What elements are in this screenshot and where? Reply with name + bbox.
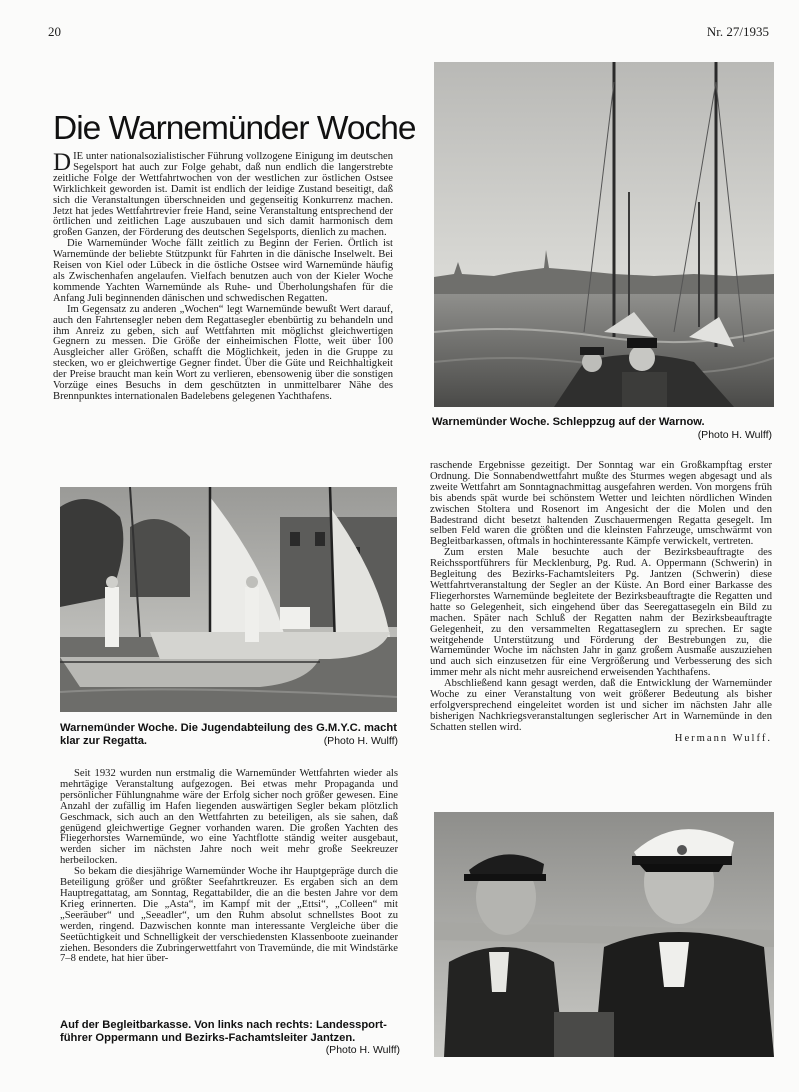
paragraph: Die Warnemünder Woche fällt zeitlich zu Beginn der Ferien. Örtlich ist Warnemünde der beliebte Stützpunkt für Fahrten in die dänische Inselwelt. Bei Reisen von Kiel oder Lübeck in die östliche Ostsee wird Warnemünde häufig als Zwischenhafen angelaufen. Vielfach benutzen auch von der Kieler Woche kommende Yachten Warnemünde als Ruhe- und Überholungshafen für die Anfang Juli beginnenden dänischen und schwedischen Regatten. xyxy=(53,238,393,304)
paragraph: Zum ersten Male besuchte auch der Bezirksbeauftragte des Reichssportführers für Mecklenburg, Pg. Rud. A. Oppermann (Schwerin) in Begleitung des Bezirks-Fachamtsleiters Pg. Jantzen (Schwerin) diese Wettfahrtveranstaltung der Segler an der Küste. An Bord einer Barkasse des Fliegerhorstes Warnemünde begleitete der Bezirksbeauftragte die Regatten und hatte so Gelegenheit, sich eingehend über das Seeregattasegeln ein Bild zu machen. Später nach Schluß der Regatten nahm der Bezirksbeauftragte Gelegenheit, zu den versammelten Regattaseglern zu sprechen. Er sagte weitgehende Unterstützung und Förderung der Bestrebungen zu, die Warnemünder Woche im nächsten Jahr in ganz großem Ausmaße auszuziehen und auch sich einzusetzen für eine Vergrößerung und Verbesserung des sich immer mehr als nicht mehr ausreichend erweisenden Yachthafens. xyxy=(430,547,772,679)
paragraph: So bekam die diesjährige Warnemünder Woche ihr Hauptgepräge durch die Beteiligung größer und größter Seefahrtkreuzer. Es ergaben sich an dem Hauptregattatag, am Sonntag, Regattabilder, die an die besten Jahre vor dem Krieg erinnerten. Die „Asta“, im Kampf mit der „Ettsi“, „Colleen“ mit „Seeräuber“ und „Seeadler“, um den Ruhm absolut schnellstes Boot zu werden, ringend. Dazwischen konnte man interessante Vergleiche über die Seetüchtigkeit und Schnelligkeit der verschiedensten Klassenboote zueinander ziehen. Besonders die Zubringerwettfahrt von Travemünde, die mit Windstärke 7–8 endete, hat hier über- xyxy=(60,866,398,965)
photo-schleppzug xyxy=(434,62,774,407)
caption-line-1: Auf der Begleitbarkasse. Von links nach rechts: Landessport- xyxy=(60,1019,387,1031)
caption-title: Warnemünder Woche. Schleppzug auf der Warnow. xyxy=(432,416,705,428)
caption-photo-2 xyxy=(60,722,398,747)
article-column-left-top xyxy=(53,149,393,403)
paragraph: Abschließend kann gesagt werden, daß die Entwicklung der Warnemünder Woche zu einer Veranstaltung von weit größerer Bedeutung als bisher erfolgversprechend eingeleitet worden ist und sicher im nächsten Jahr alle bisherigen Nachkriegsveranstaltungen seglerischer Art in Warnemünde in den Schatten stellen wird. xyxy=(430,678,772,733)
caption-photo-3 xyxy=(60,1019,400,1057)
article-column-left-bottom xyxy=(60,769,398,965)
drop-cap: D xyxy=(53,149,72,176)
paragraph: raschende Ergebnisse gezeitigt. Der Sonntag war ein Großkampftag erster Ordnung. Die Sonnabendwettfahrt mußte des Sturmes wegen abgesagt und als zweite Wettfahrt am Sonntagnachmittag ausgefahren werden. Von morgens früh bis abends spät wurde bei schönstem Wetter und leichten nördlichen Winden zwischen Stoltera und Rosenort im Angesicht der die Molen und den Badestrand dicht besetzt haltenden Zuschauermengen Regatta gesegelt. Im selben Feld waren die größten und die kleinsten Fahrzeuge, umschwärmt von Begleitbarkassen, oftmals in hochinteressante Kämpfe verwickelt, vertreten. xyxy=(430,460,772,548)
caption-line-2: führer Oppermann und Bezirks-Fachamtsleiter Jantzen. xyxy=(60,1031,356,1044)
photo-jugendabteilung xyxy=(60,487,397,712)
photo-credit: (Photo H. Wulff) xyxy=(323,734,398,747)
paragraph: Im Gegensatz zu anderen „Wochen“ legt Warnemünde bewußt Wert darauf, auch den Fahrtensegler neben dem Regattasegler ebenbürtig zu behandeln und ihm Anreiz zu geben, sich auf Wettfahrten mit möglichst gleichwertigen Gegnern zu messen. Die Größe der einheimischen Flotte, weit über 100 Ausgleicher aller Größen, schafft die Möglichkeit, jeden in die Gruppe zu stecken, wo er gleichwertige Gegner findet. Über die Güte und Reichhaltigkeit der Preise braucht man kein Wort zu verlieren, ebensowenig über die sonstigen Vorzüge eines Besuchs in dem geschützten in unmittelbarer Nähe des Brennpunktes internationalen Badelebens gelegenen Yachthafens. xyxy=(53,303,393,402)
issue-number: Nr. 27/1935 xyxy=(706,24,769,39)
paragraph: DIE unter nationalsozialistischer Führung vollzogene Einigung im deutschen Segelsport hat auch zur Folge gehabt, daß nun endlich die langerstrebte zeitliche Folge der Wettfahrtwochen von der westlichen zur östlichen Ostsee Wirklichkeit geworden ist. Damit ist endlich der leidige Zustand beseitigt, daß sich die Veranstaltungen überschneiden und gegenseitig Konkurrenz machen. Jetzt hat jedes Wettfahrtrevier freie Hand, seine Veranstaltung entsprechend der örtlichen und zeitlichen Lage auszubauen und sich damit harmonisch dem großen Ganzen, der Förderung des deutschen Segelsports, dienlich zu machen. xyxy=(53,149,393,239)
page-number: 20 xyxy=(48,24,61,39)
photo-credit: (Photo H. Wulff) xyxy=(697,428,772,441)
photo-begleitbarkasse xyxy=(434,812,774,1057)
author-signature: Hermann Wulff. xyxy=(674,732,772,744)
caption-line-1: Warnemünder Woche. Die Jugendabteilung des G.M.Y.C. macht xyxy=(60,722,397,734)
caption-line-2: klar zur Regatta. xyxy=(60,734,148,747)
caption-photo-1 xyxy=(432,416,772,441)
photo-credit: (Photo H. Wulff) xyxy=(325,1044,400,1056)
paragraph: Seit 1932 wurden nun erstmalig die Warnemünder Wettfahrten wieder als mehrtägige Veranstaltung aufgezogen. Bei etwas mehr Propaganda und persönlicher Fühlungnahme wäre der Erfolg sicher noch größer gewesen. Eine Anzahl der zufällig im Hafen liegenden auswärtigen Segler bekam plötzlich Geschmack, sich auch an den Wettfahrten zu beteiligen, als sie sahen, daß genügend gleichwertige Gegner vorhanden waren. Die großen Yachten des Fliegerhorstes Warnemünde, wo eine Yachtflotte ständig weiter ausgebaut, werden sicher im nächsten Jahre noch weit mehr große Seekreuzer herbeilocken. xyxy=(60,768,398,867)
article-title: Die Warnemünder Woche xyxy=(53,110,416,147)
article-column-right xyxy=(430,461,772,745)
